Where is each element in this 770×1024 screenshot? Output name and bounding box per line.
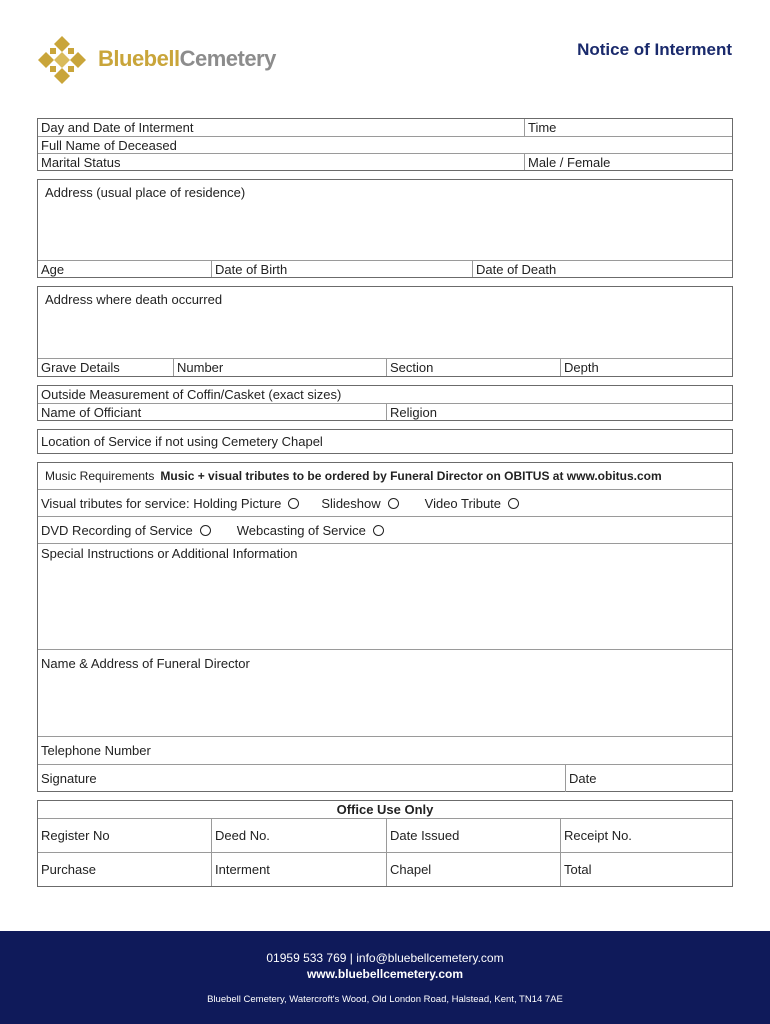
coffin-measurement-field[interactable]: Outside Measurement of Coffin/Casket (exact sizes) — [41, 387, 342, 402]
signature-field[interactable]: Signature — [41, 771, 97, 786]
visual-tributes-row — [38, 490, 732, 516]
form-row — [38, 404, 732, 420]
service-details-block — [37, 462, 733, 792]
page-title: Notice of Interment — [577, 40, 732, 59]
form-row — [38, 430, 732, 453]
officiant-field[interactable]: Name of Officiant — [41, 404, 142, 420]
recording-row — [38, 517, 732, 543]
full-name-field[interactable]: Full Name of Deceased — [41, 137, 177, 153]
address-residence-field[interactable]: Address (usual place of residence) — [45, 185, 246, 200]
time-field[interactable]: Time — [524, 119, 732, 136]
slideshow-radio[interactable] — [388, 498, 399, 509]
form-row — [38, 137, 732, 154]
webcasting-radio[interactable] — [373, 525, 384, 536]
footer-contact: 01959 533 769 | info@bluebellcemetery.com — [266, 951, 504, 965]
interment-field[interactable]: Interment — [211, 853, 386, 886]
grave-section-field[interactable]: Section — [386, 359, 560, 376]
form-row — [38, 287, 732, 359]
music-requirements-label: Music Requirements — [45, 469, 155, 483]
form-row — [38, 650, 732, 737]
grave-details-field[interactable]: Grave Details — [41, 360, 120, 375]
age-field[interactable]: Age — [41, 261, 65, 277]
grave-number-field[interactable]: Number — [173, 359, 386, 376]
form-row — [38, 463, 732, 490]
form-row — [38, 261, 732, 277]
dob-field[interactable]: Date of Birth — [211, 261, 472, 277]
service-location-field[interactable]: Location of Service if not using Cemetery Chapel — [41, 434, 323, 449]
form-row — [38, 819, 732, 853]
logo — [36, 34, 286, 88]
deed-no-field[interactable]: Deed No. — [211, 819, 386, 852]
register-no-field[interactable]: Register No — [41, 828, 110, 843]
sex-field[interactable]: Male / Female — [524, 154, 732, 170]
residence-block — [37, 179, 733, 278]
webcasting-label: Webcasting of Service — [236, 522, 366, 538]
date-issued-field[interactable]: Date Issued — [386, 819, 560, 852]
form-row — [38, 154, 732, 170]
form-row — [38, 386, 732, 404]
receipt-no-field[interactable]: Receipt No. — [560, 819, 732, 852]
grave-depth-field[interactable]: Depth — [560, 359, 732, 376]
form-row — [38, 119, 732, 137]
footer-address: Bluebell Cemetery, Watercroft's Wood, Old London Road, Halstead, Kent, TN14 7AE — [207, 994, 563, 1005]
footer — [0, 931, 770, 1024]
footer-website-link[interactable]: www.bluebellcemetery.com — [306, 967, 464, 981]
form-row — [38, 853, 732, 886]
form-row — [38, 765, 732, 792]
office-use-title: Office Use Only — [336, 802, 434, 817]
video-tribute-label: Video Tribute — [424, 495, 502, 511]
form-row — [38, 359, 732, 376]
total-field[interactable]: Total — [560, 853, 732, 886]
day-date-field[interactable]: Day and Date of Interment — [41, 120, 194, 135]
death-location-block — [37, 286, 733, 377]
logo-text — [98, 46, 276, 72]
date-field[interactable]: Date — [565, 765, 732, 792]
chapel-field[interactable]: Chapel — [386, 853, 560, 886]
religion-field[interactable]: Religion — [386, 404, 732, 420]
dod-field[interactable]: Date of Death — [472, 261, 732, 277]
special-instructions-field[interactable]: Special Instructions or Additional Information — [41, 546, 298, 561]
holding-picture-radio[interactable] — [288, 498, 299, 509]
video-tribute-radio[interactable] — [508, 498, 519, 509]
music-requirements-note: Music + visual tributes to be ordered by Funeral Director on OBITUS at www.obitus.com — [160, 469, 662, 483]
coffin-block — [37, 385, 733, 421]
form-row — [38, 737, 732, 765]
dvd-recording-label: DVD Recording of Service — [41, 522, 193, 538]
form-row — [38, 544, 732, 650]
logo-text-bluebell: Bluebell — [98, 46, 180, 71]
telephone-field[interactable]: Telephone Number — [41, 743, 151, 758]
form-row — [38, 517, 732, 544]
music-requirements-field[interactable] — [42, 463, 732, 489]
address-death-field[interactable]: Address where death occurred — [45, 292, 223, 307]
form-row — [38, 801, 732, 819]
service-location-block — [37, 429, 733, 454]
deceased-details-block — [37, 118, 733, 171]
form-row — [38, 490, 732, 517]
slideshow-label: Slideshow — [321, 495, 381, 511]
visual-tributes-label: Visual tributes for service: Holding Picture — [41, 495, 282, 511]
marital-status-field[interactable]: Marital Status — [41, 154, 121, 170]
form-row — [38, 180, 732, 261]
office-use-block — [37, 800, 733, 887]
dvd-recording-radio[interactable] — [200, 525, 211, 536]
funeral-director-field[interactable]: Name & Address of Funeral Director — [41, 656, 250, 671]
purchase-field[interactable]: Purchase — [41, 862, 96, 877]
logo-emblem-icon — [36, 34, 88, 86]
logo-text-cemetery: Cemetery — [179, 46, 276, 71]
